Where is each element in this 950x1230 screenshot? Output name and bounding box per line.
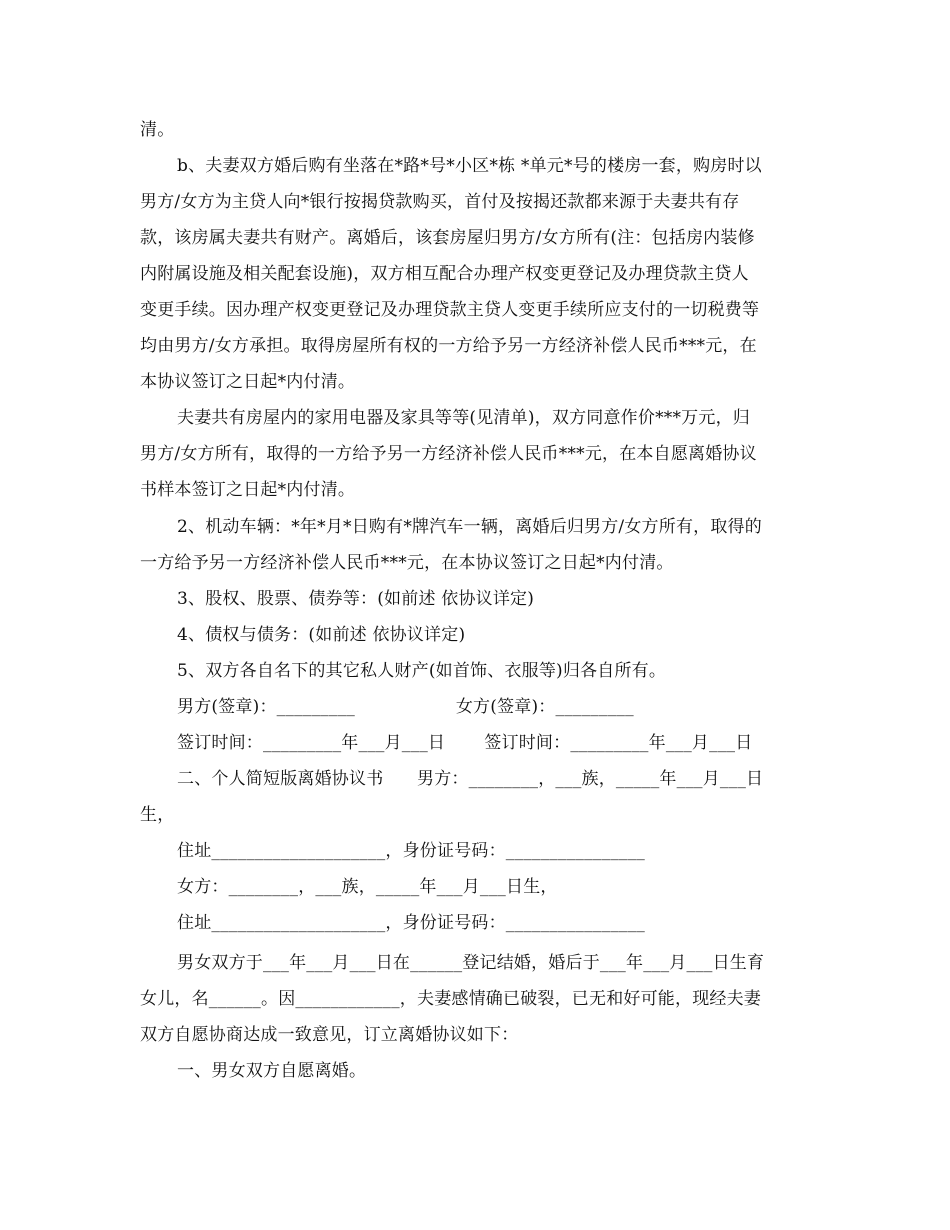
address-line: 住址____________________，身份证号码：________________ — [177, 841, 645, 861]
text-line: 变更手续。因办理产权变更登记及办理贷款主贷人变更手续所应支付的一切税费等 — [140, 300, 760, 320]
text-line: 均由男方/女方承担。取得房屋所有权的一方给予另一方经济补偿人民币***元，在 — [140, 336, 757, 356]
text-line: 内附属设施及相关配套设施)，双方相互配合办理产权变更登记及办理贷款主贷人 — [140, 264, 749, 284]
signature-line: 男方(签章)：_________ 女方(签章)：_________ — [177, 697, 634, 717]
signing-date-line: 签订时间：_________年___月___日 签订时间：_________年___月___日 — [177, 733, 753, 753]
text-line: 女儿，名______。因____________，夫妻感情确已破裂，已无和好可能，现经夫妻 — [140, 989, 761, 1009]
text-line: 5、双方各自名下的其它私人财产(如首饰、衣服等)归各自所有。 — [177, 661, 667, 681]
text-line: 清。 — [140, 120, 175, 140]
text-line: 双方自愿协商达成一致意见，订立离婚协议如下： — [140, 1025, 519, 1045]
text-line: 男方/女方所有，取得的一方给予另一方经济补偿人民币***元，在本自愿离婚协议 — [140, 444, 757, 464]
text-line: 款，该房属夫妻共有财产。离婚后，该套房屋归男方/女方所有(注：包括房内装修 — [140, 228, 755, 248]
text-line: 4、债权与债务：(如前述 依协议详定) — [177, 625, 466, 645]
text-line: b、夫妻双方婚后购有坐落在*路*号*小区*栋 *单元*号的楼房一套，购房时以 — [177, 156, 762, 176]
text-line: 男女双方于___年___月___日在______登记结婚，婚后于___年___月___日生育 — [177, 953, 765, 973]
text-line: 本协议签订之日起*内付清。 — [140, 372, 356, 392]
text-line: 女方：________，___族，_____年___月___日生， — [177, 877, 558, 897]
text-line: 书样本签订之日起*内付清。 — [140, 480, 356, 500]
section-heading: 二、个人简短版离婚协议书 男方：________，___族，_____年___月___日 — [177, 769, 764, 789]
text-line: 一、男女双方自愿离婚。 — [177, 1061, 367, 1081]
text-line: 男方/女方为主贷人向*银行按揭贷款购买，首付及按揭还款都来源于夫妻共有存 — [140, 192, 740, 212]
text-line: 夫妻共有房屋内的家用电器及家具等等(见清单)，双方同意作价***万元，归 — [177, 408, 750, 428]
text-line: 3、股权、股票、债券等：(如前述 依协议详定) — [177, 589, 535, 609]
text-line: 生， — [140, 805, 175, 825]
address-line: 住址____________________，身份证号码：________________ — [177, 913, 645, 933]
text-line: 2、机动车辆：*年*月*日购有*牌汽车一辆，离婚后归男方/女方所有，取得的 — [177, 517, 762, 537]
text-line: 一方给予另一方经济补偿人民币***元，在本协议签订之日起*内付清。 — [140, 553, 674, 573]
